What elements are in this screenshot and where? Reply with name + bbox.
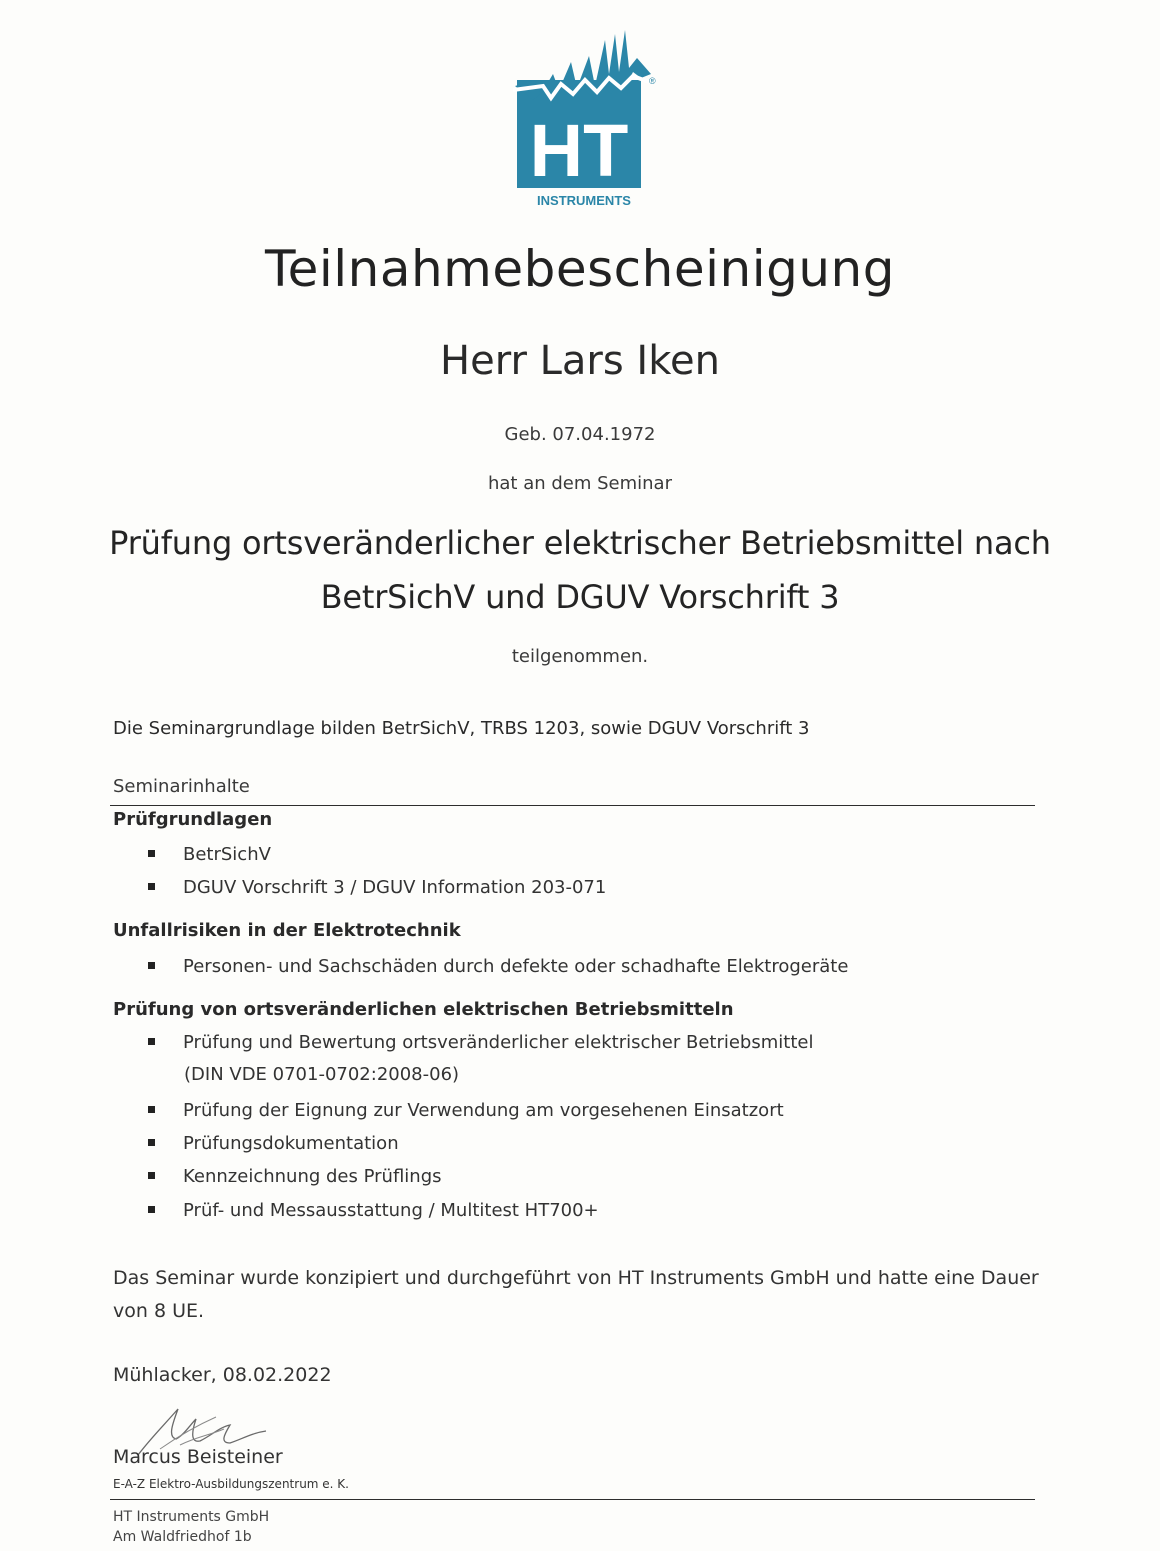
bullet-icon [148, 1206, 155, 1213]
bullet-icon [148, 1106, 155, 1113]
section-heading: Unfallrisiken in der Elektrotechnik [113, 920, 461, 941]
list-item: Personen- und Sachschäden durch defekte oder schadhafte Elektrogeräte [148, 955, 848, 979]
course-title-line-1: Prüfung ortsveränderlicher elektrischer Betriebsmittel nach [109, 524, 1051, 562]
section-heading: Prüfgrundlagen [113, 809, 273, 830]
outro-text: teilgenommen. [511, 646, 649, 667]
logo-subtitle: INSTRUMENTS [537, 193, 631, 208]
logo-mark: HT [529, 109, 629, 192]
list-item: BetrSichV [148, 843, 271, 867]
list-item-continuation: (DIN VDE 0701-0702:2008-06) [184, 1064, 460, 1085]
footer-address: Am Waldfriedhof 1b [113, 1529, 252, 1545]
divider [110, 1499, 1035, 1500]
ht-instruments-logo [513, 28, 657, 210]
list-item: Kennzeichnung des Prüflings [148, 1165, 442, 1189]
divider [110, 805, 1035, 806]
bullet-icon [148, 883, 155, 890]
certificate-title: Teilnahmebescheinigung [265, 240, 895, 298]
footer-company: HT Instruments GmbH [113, 1509, 270, 1525]
bullet-icon [148, 1172, 155, 1179]
bullet-icon [148, 962, 155, 969]
contents-label: Seminarinhalte [113, 776, 250, 797]
list-item: Prüfungsdokumentation [148, 1132, 399, 1156]
summary-text-line-1: Das Seminar wurde konzipiert und durchgeführt von HT Instruments GmbH und hatte eine Dauer [113, 1267, 1039, 1289]
summary-text-line-2: von 8 UE. [113, 1300, 205, 1322]
intro-text: hat an dem Seminar [487, 473, 672, 494]
bullet-icon [148, 850, 155, 857]
course-title-line-2: BetrSichV und DGUV Vorschrift 3 [320, 578, 840, 616]
bullet-icon [148, 1038, 155, 1045]
participant-name: Herr Lars Iken [440, 338, 720, 384]
signer-name: Marcus Beisteiner [113, 1446, 283, 1468]
birth-date: Geb. 07.04.1972 [504, 424, 656, 445]
list-item: Prüfung der Eignung zur Verwendung am vorgesehenen Einsatzort [148, 1099, 784, 1123]
section-heading: Prüfung von ortsveränderlichen elektrischen Betriebsmitteln [113, 999, 734, 1020]
list-item: DGUV Vorschrift 3 / DGUV Information 203-071 [148, 876, 606, 900]
signer-organization: E-A-Z Elektro-Ausbildungszentrum e. K. [113, 1477, 349, 1491]
seminar-basis: Die Seminargrundlage bilden BetrSichV, TRBS 1203, sowie DGUV Vorschrift 3 [113, 718, 810, 739]
list-item: Prüf- und Messausstattung / Multitest HT700+ [148, 1199, 599, 1223]
registered-mark: ® [649, 76, 656, 86]
bullet-icon [148, 1139, 155, 1146]
list-item: Prüfung und Bewertung ortsveränderlicher elektrischer Betriebsmittel [148, 1031, 813, 1055]
place-and-date: Mühlacker, 08.02.2022 [113, 1364, 332, 1386]
